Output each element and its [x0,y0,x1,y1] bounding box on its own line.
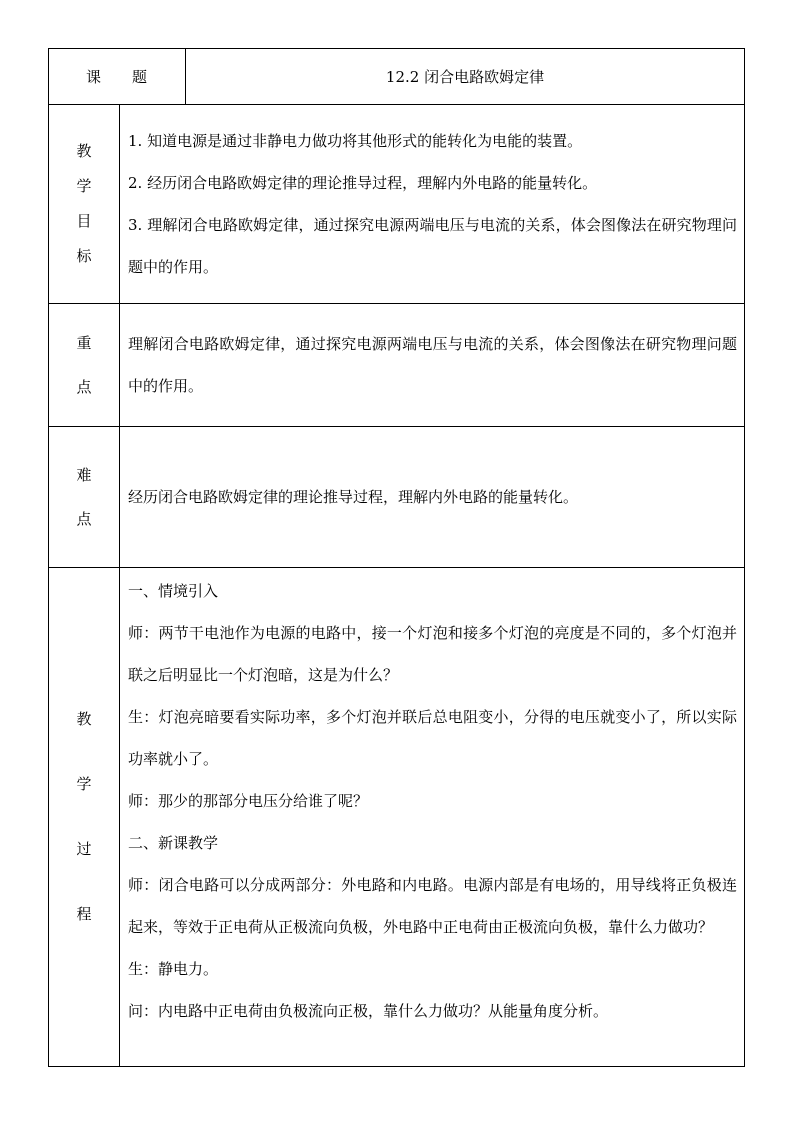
objectives-label [49,105,120,304]
difficulties-label [49,427,120,568]
key-points-row [49,304,745,427]
topic-label-char-1: 课 [85,68,102,86]
topic-label-cell [49,49,186,105]
process-paragraph: 问：内电路中正电荷由负极流向正极，靠什么力做功？从能量角度分析。 [128,1002,609,1020]
process-paragraph: 师：那少的那部分电压分给谁了呢？ [128,792,369,810]
process-paragraph: 生：灯泡亮暗要看实际功率，多个灯泡并联后总电阻变小，分得的电压就变小了，所以实际功率就小了。 [128,708,737,768]
topic-label-char-2: 题 [132,68,149,86]
process-label [49,568,120,1067]
process-label-char: 教 [76,710,92,728]
objectives-row [49,105,745,304]
objectives-label-char: 标 [76,247,92,265]
process-label-char: 过 [76,840,92,858]
process-paragraph: 师：两节干电池作为电源的电路中，接一个灯泡和接多个灯泡的亮度是不同的，多个灯泡并联之后明显比一个灯泡暗，这是为什么？ [128,624,737,684]
objectives-content [120,105,745,304]
difficulties-content [120,427,745,568]
process-row [49,568,745,1067]
key-points-content [120,304,745,427]
process-paragraph: 师：闭合电路可以分成两部分：外电路和内电路。电源内部是有电场的，用导线将正负极连起来，等效于正电荷从正极流向负极，外电路中正电荷由正极流向负极，靠什么力做功？ [128,876,737,936]
lesson-topic: 12.2 闭合电路欧姆定律 [186,49,745,105]
objective-item: 2. 经历闭合电路欧姆定律的理论推导过程，理解内外电路的能量转化。 [128,174,598,192]
objectives-label-char: 教 [76,142,92,160]
header-row [49,49,745,105]
key-points-text: 理解闭合电路欧姆定律，通过探究电源两端电压与电流的关系，体会图像法在研究物理问题中的作用。 [128,335,737,395]
process-content [120,568,745,1067]
difficulties-text: 经历闭合电路欧姆定律的理论推导过程，理解内外电路的能量转化。 [128,488,579,506]
process-heading: 二、新课教学 [128,834,219,852]
process-paragraph: 生：静电力。 [128,960,219,978]
process-label-char: 程 [76,905,92,923]
process-heading: 一、情境引入 [128,582,219,600]
difficulties-row [49,427,745,568]
lesson-plan-table [48,48,745,1067]
key-points-label-char: 重 [76,334,92,352]
difficulties-label-char: 点 [76,510,92,528]
objective-item: 3. 理解闭合电路欧姆定律，通过探究电源两端电压与电流的关系，体会图像法在研究物理问题中的作用。 [128,216,737,276]
key-points-label-char: 点 [76,378,92,396]
objective-item: 1. 知道电源是通过非静电力做功将其他形式的能转化为电能的装置。 [128,132,583,150]
difficulties-label-char: 难 [76,466,92,484]
process-label-char: 学 [76,775,92,793]
key-points-label [49,304,120,427]
objectives-label-char: 目 [76,212,92,230]
objectives-label-char: 学 [76,177,92,195]
